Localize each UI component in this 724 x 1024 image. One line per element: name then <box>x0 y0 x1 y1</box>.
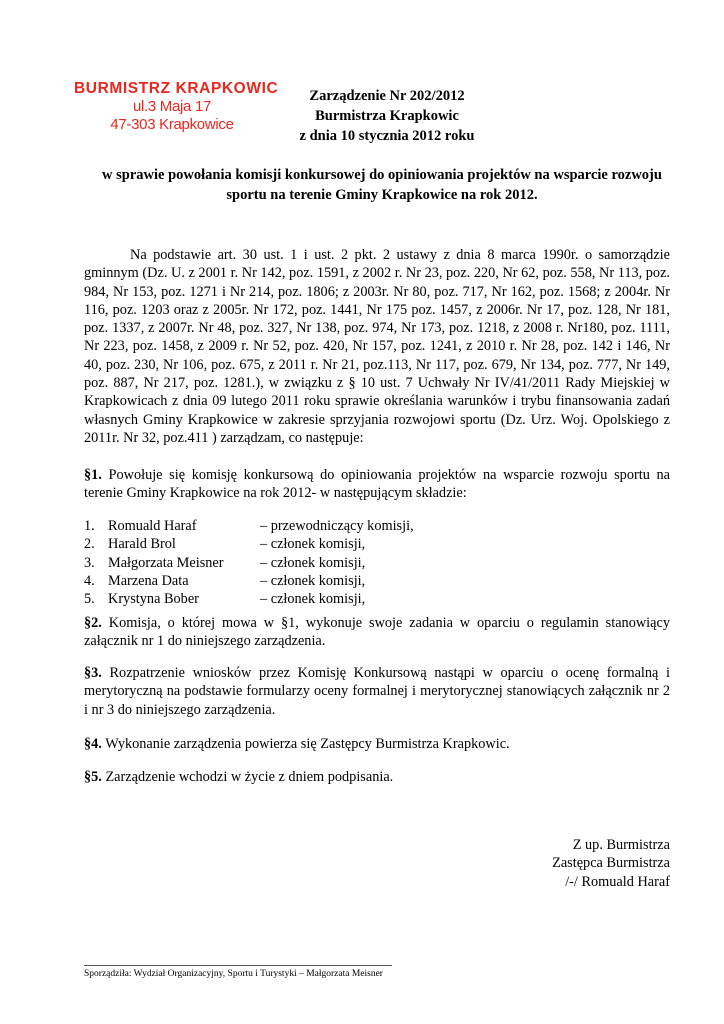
section-5-mark: §5. <box>84 769 102 785</box>
section-4 <box>84 735 670 753</box>
section-3-mark: §3. <box>84 665 102 681</box>
section-3-text: Rozpatrzenie wniosków przez Komisję Konkursową nastąpi w oparciu o ocenę formalną i merytoryczną na podstawie formularzy oceny formalnej i merytorycznej stanowiących załącznik nr 2 i nr 3 do niniejszego zarządzenia. <box>84 665 670 718</box>
section-2 <box>84 614 670 651</box>
member-role: – członek komisji, <box>260 572 366 589</box>
section-5 <box>84 768 670 786</box>
member-name: Krystyna Bober <box>108 591 199 608</box>
section-3 <box>84 664 670 719</box>
document-issuer: Burmistrza Krapkowic <box>315 108 459 124</box>
list-item <box>84 572 414 590</box>
list-item <box>84 554 414 572</box>
document-date: z dnia 10 stycznia 2012 roku <box>299 128 475 144</box>
member-name: Małgorzata Meisner <box>108 554 224 571</box>
section-2-mark: §2. <box>84 615 102 631</box>
committee-members-list <box>84 517 414 608</box>
member-number: 3. <box>84 554 95 571</box>
signature-block <box>552 836 670 891</box>
document-title: Zarządzenie Nr 202/2012 <box>309 88 465 104</box>
member-name: Marzena Data <box>108 572 189 589</box>
signature-line-1: Z up. Burmistrza <box>572 837 670 853</box>
member-number: 5. <box>84 591 95 608</box>
member-number: 2. <box>84 536 95 553</box>
member-number: 1. <box>84 518 95 534</box>
member-role: – przewodniczący komisji, <box>260 518 414 534</box>
footer-divider <box>84 965 392 966</box>
member-role: – członek komisji, <box>260 591 366 608</box>
stamp-street: ul.3 Maja 17 <box>132 98 212 115</box>
member-number: 4. <box>84 572 95 589</box>
section-1-text: Powołuje się komisję konkursową do opiniowania projektów na wsparcie rozwoju sportu na terenie Gminy Krapkowice na rok 2012- w następującym składzie: <box>84 467 670 502</box>
member-role: – członek komisji, <box>260 536 366 553</box>
member-role: – członek komisji, <box>260 554 366 571</box>
section-5-text: Zarządzenie wchodzi w życie z dniem podpisania. <box>101 769 394 785</box>
member-name: Harald Brol <box>108 536 176 553</box>
footer-note: Sporządziła: Wydział Organizacyjny, Sportu i Turystyki – Małgorzata Meisner <box>84 969 383 979</box>
document-subject: w sprawie powołania komisji konkursowej do opiniowania projektów na wsparcie rozwoju sportu na terenie Gminy Krapkowice na rok 2012. <box>102 167 662 203</box>
member-name: Romuald Haraf <box>108 518 197 534</box>
section-2-text: Komisja, o której mowa w §1, wykonuje swoje zadania w oparciu o regulamin stanowiący załącznik nr 1 do niniejszego zarządzenia. <box>84 615 670 650</box>
section-4-mark: §4. <box>84 736 102 752</box>
section-4-text: Wykonanie zarządzenia powierza się Zastępcy Burmistrza Krapkowic. <box>101 736 510 752</box>
list-item <box>84 590 414 608</box>
stamp-title: BURMISTRZ KRAPKOWIC <box>74 80 279 97</box>
office-stamp <box>74 80 279 134</box>
preamble-paragraph <box>84 246 670 447</box>
stamp-postal: 47-303 Krapkowice <box>110 116 234 133</box>
section-1-mark: §1. <box>84 467 102 483</box>
signature-line-3: /-/ Romuald Haraf <box>565 873 670 890</box>
section-1 <box>84 466 670 503</box>
list-item <box>84 517 414 535</box>
signature-line-2: Zastępca Burmistrza <box>552 855 670 872</box>
list-item <box>84 535 414 553</box>
preamble-text: Na podstawie art. 30 ust. 1 i ust. 2 pkt. 2 ustawy z dnia 8 marca 1990r. o samorządzie gminnym (Dz. U. z 2001 r. Nr 142, poz. 1591, z 2002 r. Nr 23, poz. 220, Nr 62, poz. 558, Nr 113, poz. 984, Nr 153, poz. 1271 i Nr 214, poz. 1806; z 2003r. Nr 80, poz. 717, Nr 162, poz. 1568; z 2004r. Nr 116, poz. 1203 oraz z 2005r. Nr 172, poz. 1441, Nr 175 poz. 1457, z 2006r. Nr 17, poz. 128, Nr 181, poz. 1337, z 2007r. Nr 48, poz. 327, Nr 138, poz. 974, Nr 173, poz. 1218, z 2008 r. Nr180, poz. 1111, Nr 223, poz. 1458, z 2009 r. Nr 52, poz. 420, Nr 157, poz. 1241, z 2010 r. Nr 28, poz. 142 i 146, Nr 40, poz. 230, Nr 106, poz. 675, z 2011 r. Nr 21, poz.113, Nr 117, poz. 679, Nr 134, poz. 777, Nr 149, poz. 887, Nr 217, poz. 1281.), w związku z § 10 ust. 7 Uchwały Nr IV/41/2011 Rady Miejskiej w Krapkowicach z dnia 09 lutego 2011 roku sprawie określania warunków i trybu finansowania zadań własnych Gminy Krapkowice w zakresie sprzyjania rozwojowi sportu (Dz. Urz. Woj. Opolskiego z 2011r. Nr 32, poz.411 ) zarządzam, co następuje: <box>84 247 670 446</box>
